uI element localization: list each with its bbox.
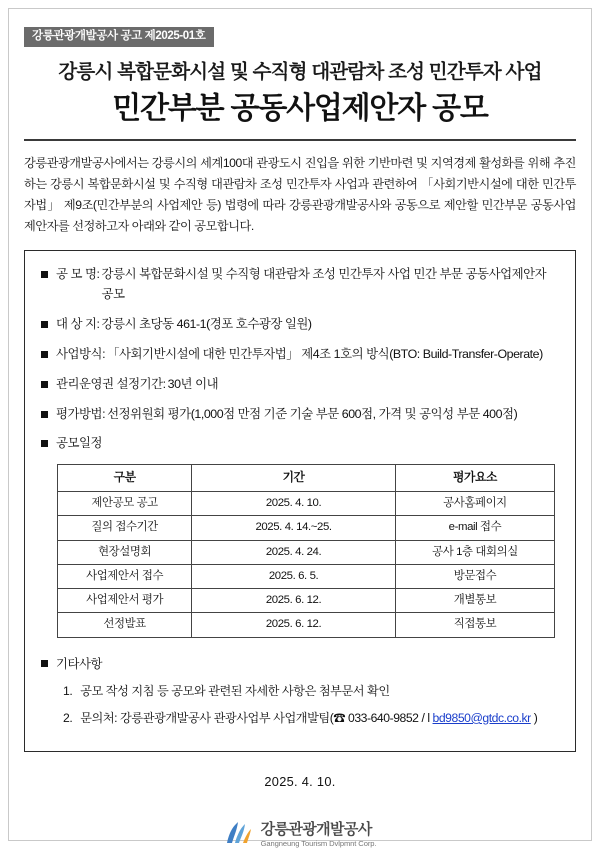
title-block bbox=[24, 60, 576, 128]
table-header-cell: 구분 bbox=[58, 465, 192, 492]
detail-label: 공 모 명: bbox=[56, 267, 100, 282]
square-bullet-icon bbox=[41, 411, 48, 418]
detail-value: 「사회기반시설에 대한 민간투자법」 제4조 1호의 방식(BTO: Build-Transfer-Operate) bbox=[107, 346, 543, 361]
detail-item-schedule bbox=[41, 434, 559, 454]
table-cell: 2025. 6. 5. bbox=[192, 564, 396, 588]
etc-item-number: 2. bbox=[63, 710, 73, 725]
square-bullet-icon bbox=[41, 381, 48, 388]
detail-item-method bbox=[41, 345, 559, 365]
notice-number-tag: 강릉관광개발공사 공고 제2025-01호 bbox=[24, 27, 214, 47]
table-cell: 현장설명회 bbox=[58, 540, 192, 564]
etc-title: 기타사항 bbox=[56, 656, 103, 671]
detail-label: 대 상 지: bbox=[56, 317, 100, 332]
detail-item-operation-period bbox=[41, 375, 559, 395]
table-cell: 공사홈페이지 bbox=[395, 492, 554, 516]
table-row bbox=[58, 589, 555, 613]
detail-label: 공모일정 bbox=[56, 436, 103, 451]
title-line-2: 민간부분 공동사업제안자 공모 bbox=[112, 91, 488, 125]
logo-text bbox=[261, 821, 377, 848]
etc-item-number: 1. bbox=[63, 683, 73, 698]
intro-paragraph: 강릉관광개발공사에서는 강릉시의 세계100대 관광도시 진입을 위한 기반마련 및 지역경제 활성화를 위해 추진하는 강릉시 복합문화시설 및 수직형 대관람차 조성 민간투자 사업과 관련하여 「사회기반시설에 대한 민간투자법」 제9조(민간부분의 사업제안 등) 법령에 따라 강릉관광개발공사와 공동으로 제안할 민간부문 공동사업제안자를 선정하고자 아래와 같이 공모합니다. bbox=[24, 156, 576, 234]
organization-logo bbox=[24, 819, 576, 849]
etc-list bbox=[41, 681, 559, 730]
detail-label: 사업방식: bbox=[56, 346, 106, 361]
table-cell: 2025. 4. 10. bbox=[192, 492, 396, 516]
etc-item-text: 공모 작성 지침 등 공모와 관련된 자세한 사항은 첨부문서 확인 bbox=[80, 683, 390, 698]
table-cell: 방문접수 bbox=[395, 564, 554, 588]
table-cell: 선정발표 bbox=[58, 613, 192, 637]
table-row bbox=[58, 516, 555, 540]
detail-value: 30년 이내 bbox=[167, 376, 219, 391]
table-cell: 2025. 4. 24. bbox=[192, 540, 396, 564]
table-cell: 2025. 6. 12. bbox=[192, 589, 396, 613]
etc-section-heading bbox=[41, 654, 559, 672]
detail-value: 선정위원회 평가(1,000점 만점 기준 기술 부문 600점, 가격 및 공익성 부문 400점) bbox=[107, 406, 518, 421]
gtdc-logo-icon bbox=[224, 819, 254, 849]
detail-value: 강릉시 복합문화시설 및 수직형 대관람차 조성 민간투자 사업 민간 부문 공동사업제안자 공모 bbox=[101, 267, 547, 302]
detail-value: 강릉시 초당동 461-1(경포 호수광장 일원) bbox=[101, 317, 312, 332]
table-row bbox=[58, 564, 555, 588]
detail-label: 관리운영권 설정기간: bbox=[56, 376, 166, 391]
detail-item-evaluation bbox=[41, 405, 559, 425]
table-cell: e-mail 접수 bbox=[395, 516, 554, 540]
schedule-table-wrap bbox=[41, 464, 559, 637]
document-date: 2025. 4. 10. bbox=[264, 774, 336, 790]
title-line-1: 강릉시 복합문화시설 및 수직형 대관람차 조성 민간투자 사업 bbox=[58, 60, 542, 83]
etc-list-item bbox=[63, 708, 559, 729]
table-cell: 사업제안서 평가 bbox=[58, 589, 192, 613]
etc-list-item bbox=[63, 681, 559, 702]
detail-item-name bbox=[41, 265, 559, 305]
table-row bbox=[58, 492, 555, 516]
document-content bbox=[24, 26, 576, 849]
notice-details-box bbox=[24, 250, 576, 752]
logo-name-en: Gangneung Tourism Dvlpmnt Corp. bbox=[260, 838, 377, 848]
table-cell: 직접통보 bbox=[395, 613, 554, 637]
etc-item-text: 문의처: 강릉관광개발공사 관광사업부 사업개발팀(☎ 033-640-9852 / l bbox=[80, 710, 430, 725]
square-bullet-icon bbox=[41, 660, 48, 667]
square-bullet-icon bbox=[41, 440, 48, 447]
table-header-row bbox=[58, 465, 555, 492]
table-cell: 2025. 4. 14.~25. bbox=[192, 516, 396, 540]
table-row bbox=[58, 540, 555, 564]
logo-name-kr: 강릉관광개발공사 bbox=[260, 820, 372, 838]
square-bullet-icon bbox=[41, 351, 48, 358]
table-row bbox=[58, 613, 555, 637]
detail-item-site bbox=[41, 315, 559, 335]
table-header-cell: 평가요소 bbox=[395, 465, 554, 492]
table-cell: 제안공모 공고 bbox=[58, 492, 192, 516]
square-bullet-icon bbox=[41, 271, 48, 278]
title-divider bbox=[24, 139, 576, 141]
square-bullet-icon bbox=[41, 321, 48, 328]
schedule-table bbox=[57, 464, 555, 637]
contact-email-link[interactable]: bd9850@gtdc.co.kr bbox=[432, 710, 531, 725]
table-cell: 개별통보 bbox=[395, 589, 554, 613]
table-header-cell: 기간 bbox=[192, 465, 396, 492]
table-cell: 사업제안서 접수 bbox=[58, 564, 192, 588]
table-cell: 공사 1층 대회의실 bbox=[395, 540, 554, 564]
detail-label: 평가방법: bbox=[56, 406, 106, 421]
table-cell: 2025. 6. 12. bbox=[192, 613, 396, 637]
etc-item-text-after: ) bbox=[533, 710, 538, 725]
table-cell: 질의 접수기간 bbox=[58, 516, 192, 540]
